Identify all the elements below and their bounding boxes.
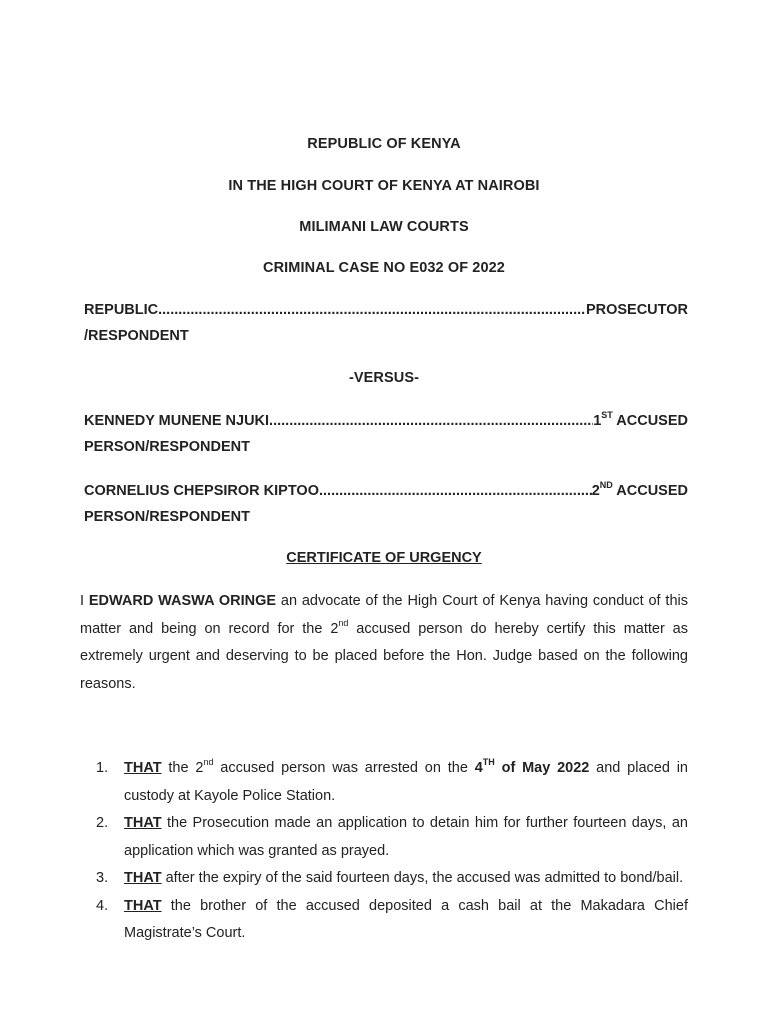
party-accused-1 — [84, 408, 688, 460]
reason-sup: nd — [203, 757, 214, 768]
reason-number: 2. — [96, 815, 109, 831]
intro-text-2: accused person do hereby certify this matter as extremely urgent and deserving to be placed before the Hon. Judge based on the following reasons. — [80, 620, 688, 692]
intro-text-1: an advocate of the High Court of Kenya having conduct of this matter and being on record for the 2 — [80, 593, 688, 637]
intro-sup: nd — [338, 617, 349, 628]
reason-date-rest: of May 2022 — [494, 760, 590, 776]
reason-text: and placed in custody at Kayole Police Station. — [124, 760, 689, 804]
accused2-ordinal-suffix: ND — [599, 480, 613, 491]
reason-number: 1. — [96, 760, 109, 776]
heading-case-number: CRIMINAL CASE NO E032 OF 2022 — [263, 260, 505, 276]
reason-text: the Prosecution made an application to detain him for further fourteen days, an application which was granted as prayed. — [124, 815, 688, 859]
reason-date-sup: TH — [482, 757, 495, 768]
reason-item — [96, 810, 688, 865]
reason-item — [96, 865, 688, 893]
party-prosecutor — [84, 297, 688, 349]
accused1-role-text: ACCUSED — [612, 413, 688, 429]
accused1-name: KENNEDY MUNENE NJUKI — [84, 413, 270, 429]
reason-text: the 2 — [161, 760, 204, 776]
reason-item — [96, 893, 688, 948]
certificate-intro — [80, 588, 688, 698]
reason-number: 4. — [96, 897, 109, 914]
reason-that: THAT — [124, 760, 162, 776]
accused1-ordinal: 1 — [593, 413, 602, 429]
accused2-name: CORNELIUS CHEPSIROR KIPTOO — [84, 483, 319, 499]
reason-that: THAT — [124, 870, 162, 886]
reason-text: the brother of the accused deposited a cash bail at the Makadara Chief Magistrate’s Court. — [124, 897, 688, 941]
reason-date-day: 4 — [474, 760, 483, 776]
accused1-role-continued: PERSON/RESPONDENT — [84, 439, 250, 455]
leader-dots — [319, 478, 592, 504]
prosecutor-name: REPUBLIC — [84, 302, 159, 318]
versus-label: -VERSUS- — [348, 370, 420, 386]
heading-republic: REPUBLIC OF KENYA — [307, 136, 461, 152]
heading-court: IN THE HIGH COURT OF KENYA AT NAIROBI — [228, 178, 540, 194]
leader-dots — [269, 408, 593, 434]
accused2-ordinal: 2 — [591, 483, 600, 499]
reason-item — [96, 755, 688, 810]
party-accused-2 — [84, 478, 688, 530]
reason-text: after the expiry of the said fourteen days, the accused was admitted to bond/bail. — [161, 870, 684, 886]
intro-i: I — [80, 593, 89, 609]
accused1-role — [593, 408, 688, 434]
prosecutor-role-continued: /RESPONDENT — [84, 328, 189, 344]
advocate-name: EDWARD WASWA ORINGE — [88, 593, 277, 609]
heading-law-courts: MILIMANI LAW COURTS — [299, 219, 469, 235]
certificate-title: CERTIFICATE OF URGENCY — [286, 550, 482, 566]
accused2-role — [592, 478, 688, 504]
prosecutor-role: PROSECUTOR — [585, 302, 688, 318]
accused2-role-continued: PERSON/RESPONDENT — [84, 509, 250, 525]
reason-text: accused person was arrested on the — [213, 760, 475, 776]
reasons-list — [96, 755, 688, 948]
reason-that: THAT — [124, 897, 162, 914]
accused1-ordinal-suffix: ST — [601, 410, 613, 421]
reason-number: 3. — [96, 870, 109, 886]
leader-dots — [158, 297, 586, 323]
reason-that: THAT — [124, 815, 162, 831]
accused2-role-text: ACCUSED — [612, 483, 688, 499]
